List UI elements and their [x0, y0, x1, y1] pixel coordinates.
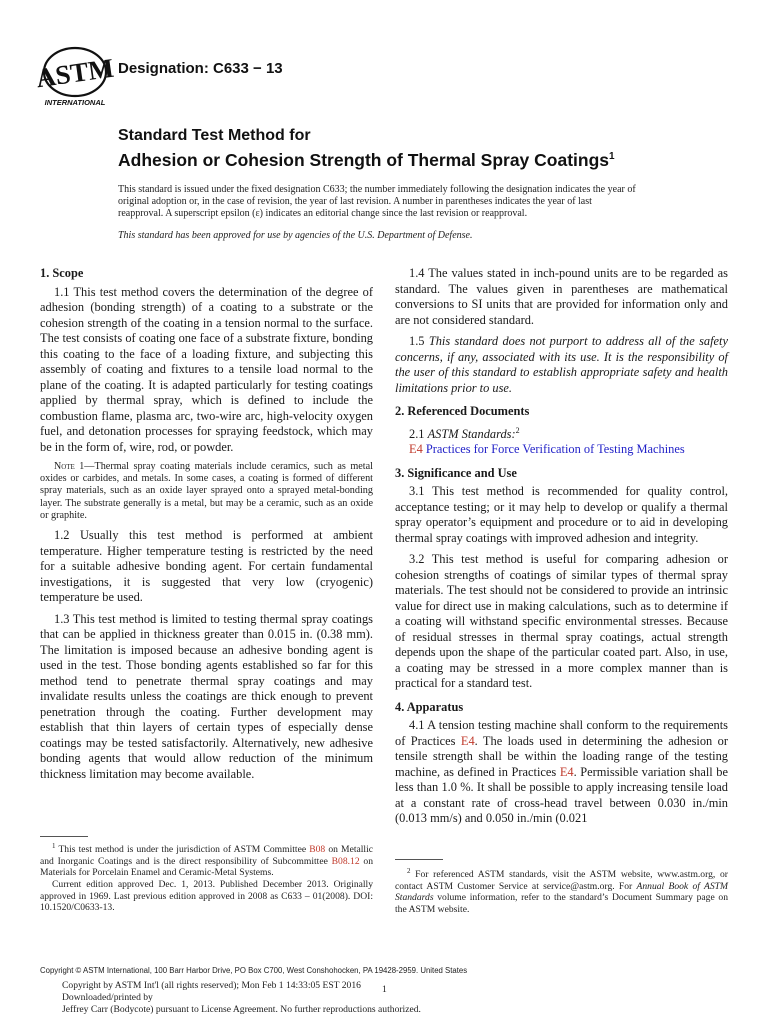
- right-column: [395, 266, 728, 833]
- license-line-3: Jeffrey Carr (Bodycote) pursuant to License Agreement. No further reproductions authorized.: [62, 1003, 421, 1015]
- logo-subtext: INTERNATIONAL: [44, 98, 106, 107]
- p4-1-link-e4-b[interactable]: E4: [559, 764, 574, 779]
- astm-logo-icon: [34, 46, 116, 108]
- footnote-ref-2[interactable]: 2: [515, 425, 520, 435]
- paragraph-1-4: 1.4 The values stated in inch-pound units are to be regarded as standard. The values given in parentheses are mathematical conversions to SI units that are provided for information only and are not considered standard.: [395, 266, 728, 327]
- section-heading-significance: 3. Significance and Use: [395, 465, 517, 480]
- footnote-1-edition: Current edition approved Dec. 1, 2013. Published December 2013. Originally approved in 1969. Last previous edition approved in 2008 as C633 – 01(2008). DOI: 10.1520/C0633-13.: [40, 878, 373, 914]
- issue-note: This standard is issued under the fixed designation C633; the number immediately following the designation indicates the year of original adoption or, in the case of revision, the year of last revision. A number in parentheses indicates the year of last reapproval. A superscript epsilon (ε) indicates an editorial change since the last revision or reapproval.: [118, 184, 636, 220]
- astm-standards-label: ASTM Standards:: [427, 426, 516, 441]
- reference-e4[interactable]: [395, 442, 728, 458]
- paragraph-3-1: 3.1 This test method is recommended for quality control, acceptance testing; or it may help to develop or qualify a thermal spray operator’s equipment and procedure or to aid in developing thermal spray coatings with improved adhesion and integrity.: [395, 484, 728, 545]
- paragraph-2-1-number: 2.1: [409, 426, 428, 441]
- title-line-1: Standard Test Method for: [118, 127, 311, 144]
- footnote-1-part-c: on Materials for Porcelain Enamel and Ceramic-Metal Systems.: [40, 855, 373, 879]
- footnote-2-part-a: For referenced ASTM standards, visit the ASTM website, www.astm.org, or contact ASTM Customer Service at service@astm.org. For: [395, 869, 728, 892]
- footnote-1-link-b08[interactable]: B08: [309, 844, 326, 856]
- document-header: [34, 46, 740, 108]
- logo-text: ASTM: [34, 52, 116, 94]
- paragraph-2-1: [395, 423, 728, 443]
- p4-1-link-e4-a[interactable]: E4: [460, 733, 475, 748]
- footnote-rule-right: [395, 859, 443, 860]
- section-heading-apparatus: 4. Apparatus: [395, 699, 464, 714]
- footnote-2-marker: 2: [407, 867, 411, 875]
- footnote-1-part-b: on Metallic and Inorganic Coatings and is the direct responsibility of Subcommittee: [40, 844, 374, 867]
- license-line-1: Copyright by ASTM Int'l (all rights reserved); Mon Feb 1 14:33:05 EST 2016: [62, 980, 361, 991]
- paragraph-1-2: 1.2 Usually this test method is performed at ambient temperature. Higher temperature testing is restricted by the need for a suitable adhesive bonding agent. For certain fundamental investigations, it is suggested that very low (cryogenic) temperature be used.: [40, 528, 373, 605]
- left-column: [40, 266, 373, 788]
- footnote-1: [40, 841, 373, 914]
- footnote-1-part-a: This test method is under the jurisdiction of ASTM Committee: [55, 844, 310, 856]
- paragraph-1-5-number: 1.5: [409, 334, 429, 348]
- footnote-1-link-b08-12[interactable]: B08.12: [331, 855, 360, 867]
- section-heading-scope: 1. Scope: [40, 266, 84, 280]
- page-number: 1: [382, 984, 387, 995]
- reference-e4-title[interactable]: Practices for Force Verification of Testing Machines: [422, 442, 685, 457]
- paragraph-1-3: 1.3 This test method is limited to testing thermal spray coatings that can be applied in thickness greater than 0.015 in. (0.38 mm). The limitation is imposed because an adhesive bonding agent is used in the test. Those bonding agents established so far for this method tend to penetrate thermal spray coatings and may invalidate results unless the coatings are thick enough to prevent penetration through the coating. Further development may establish that thin layers of certain types of especially dense coatings may be tested satisfactorily. Alternatively, new adhesive bonding agents that would allow reduction of the minimum thickness limitation may become available.: [40, 611, 373, 781]
- footnote-1-marker: 1: [52, 842, 56, 850]
- note-text: —Thermal spray coating materials include ceramics, such as metal oxides or carbides, and metals. In some cases, a coating is formed of different spray materials, such as an oxide layer sprayed onto a sprayed metal-bonding layer. The substrate generally is a metal, but may be a ceramic, such as an oxide or graphite.: [40, 461, 373, 521]
- paragraph-4-1: [395, 718, 728, 827]
- paragraph-1-5: [395, 334, 728, 396]
- reference-e4-code[interactable]: E4: [409, 442, 423, 457]
- document-title: [118, 126, 718, 171]
- copyright-line: Copyright © ASTM International, 100 Barr Harbor Drive, PO Box C700, West Conshohocken, PA 19428-2959. United States: [40, 966, 468, 975]
- footnote-2-text: [395, 866, 728, 916]
- approval-note: This standard has been approved for use by agencies of the U.S. Department of Defense.: [118, 230, 473, 241]
- p4-1-part-c: . Permissible variation shall be less than 1.0 %. It shall be possible to apply increasing tensile load at a constant rate of cross-head travel between 0.030 in./min (0.013 mm/s) and 0.050 in./min (0.021: [395, 764, 728, 826]
- footnote-2-book-title: Annual Book of ASTM Standards: [395, 880, 728, 904]
- footnote-2: [395, 866, 728, 916]
- section-heading-referenced: 2. Referenced Documents: [395, 404, 530, 418]
- paragraph-1-1: 1.1 This test method covers the determination of the degree of adhesion (bonding strength) of a coating to a substrate or the cohesion strength of the coating in a tension normal to the surface. The test consists of coating one face of a substrate fixture, bonding this coating to the face of a loading fixture, and subjecting this assembly of coating and fixtures to a tensile load normal to the plane of the coating. It is adapted particularly for testing coatings applied by thermal spray, which is defined to include the combustion flame, plasma arc, two-wire arc, high-velocity oxygen fuel, and detonation processes for spraying feedstock, which may be in the form of, wire, rod, or powder.: [40, 284, 373, 454]
- license-line-2: Downloaded/printed by: [62, 991, 153, 1003]
- p4-1-part-b: . The loads used in determining the adhesion or tensile strength shall be within the loading range of the testing machine, as defined in Practices: [395, 733, 728, 779]
- note-label: Note 1: [54, 461, 85, 472]
- paragraph-3-2: 3.2 This test method is useful for comparing adhesion or cohesion strengths of coatings of similar types of thermal spray materials. The test should not be considered to provide an intrinsic value for direct use in making calculations, such as to determine if a coating will withstand specific environmental stresses. Because of residual stresses in thermal spray coatings, actual strength depends upon the shape of the particular coated part. Also, in use, a coating may be stressed in a more complex manner than is practical for a standard test.: [395, 552, 728, 691]
- paragraph-1-5-text: This standard does not purport to address all of the safety concerns, if any, associated with its use. It is the responsibility of the user of this standard to establish appropriate safety and health limitations prior to use.: [395, 334, 728, 395]
- p4-1-part-a: 4.1 A tension testing machine shall conform to the requirements of Practices: [395, 718, 728, 748]
- note-1: [40, 461, 373, 522]
- title-main: Adhesion or Cohesion Strength of Thermal Spray Coatings: [118, 149, 610, 170]
- footnote-rule-left: [40, 836, 88, 837]
- designation: Designation: C633 − 13: [118, 60, 283, 77]
- title-footnote-ref[interactable]: 1: [609, 151, 615, 162]
- footnote-1-text: [40, 841, 373, 879]
- footnote-2-part-b: volume information, refer to the standard’s Document Summary page on the ASTM website.: [395, 892, 728, 915]
- license-notice: [62, 980, 562, 1015]
- title-line-2: [118, 146, 718, 171]
